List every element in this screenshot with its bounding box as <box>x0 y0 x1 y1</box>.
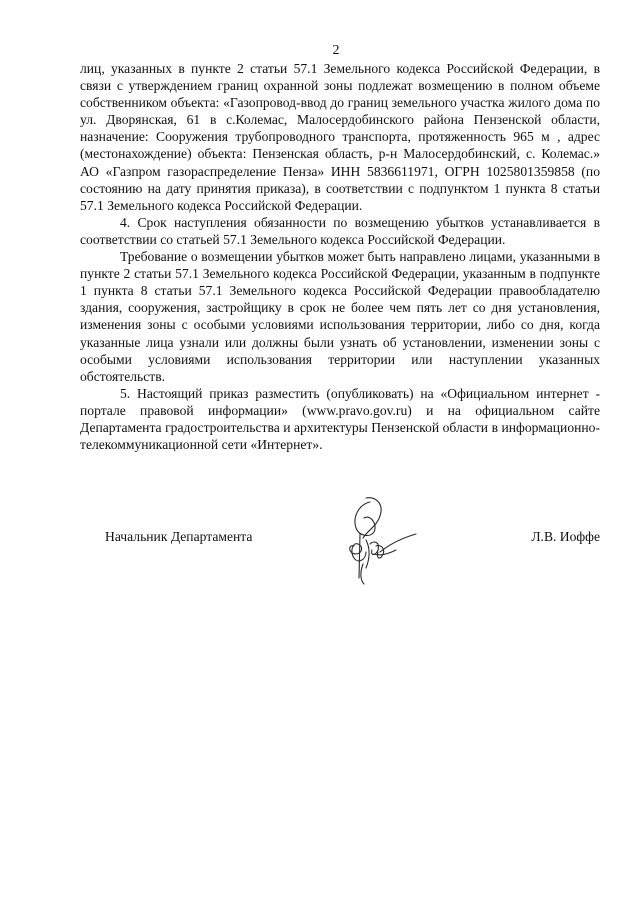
page-number: 2 <box>332 43 340 58</box>
signatory-name: Л.В. Иоффе <box>531 529 600 544</box>
signatory-position: Начальник Департамента <box>105 529 253 544</box>
paragraph-claim-requirement: Требование о возмещении убытков может быть направлено лицами, указанными в пункте 2 статьи 57.1 Земельного кодекса Российской Федерации, указанным в подпункте 1 пункта 8 статьи 57.1 Земельного кодекса Российской Федерации правообладателю здания, сооружения, застройщику в срок не более чем пять лет со дня установления, изменения зоны с особыми условиями использования территории, либо со дня, когда указанные лица узнали или должны были узнать об установлении, изменении зоны с особыми условиями использования территории или наступлении указанных обстоятельств. <box>80 249 600 384</box>
paragraph-item-4: 4. Срок наступления обязанности по возмещению убытков устанавливается в соответствии со статьей 57.1 Земельного кодекса Российской Федерации. <box>80 214 600 247</box>
document-body <box>80 60 600 453</box>
paragraph-continuation: лиц, указанных в пункте 2 статьи 57.1 Земельного кодекса Российской Федерации, в связи с утверждением границ охранной зоны подлежат возмещению в полном объеме собственником объекта: «Газопровод-ввод до границ земельного участка жилого дома по ул. Дворянская, 61 в с.Колемас, Малосердобинского района Пензенской области, назначение: Сооружения трубопроводного транспорта, протяженность 965 м , адрес (местонахождение) объекта: Пензенская область, р-н Малосердобинский, с. Колемас.» АО «Газпром газораспределение Пенза» ИНН 5836611971, ОГРН 1025801359858 (по состоянию на дату принятия приказа), в соответствии с подпунктом 1 пункта 8 статьи 57.1 Земельного кодекса Российской Федерации. <box>80 61 600 213</box>
handwritten-signature <box>330 494 430 590</box>
paragraph-item-5: 5. Настоящий приказ разместить (опубликовать) на «Официальном интернет - портале правовой информации» (www.pravo.gov.ru) и на официальном сайте Департамента градостроительства и архитектуры Пензенской области в информационно-телекоммуникационной сети «Интернет». <box>80 385 600 453</box>
